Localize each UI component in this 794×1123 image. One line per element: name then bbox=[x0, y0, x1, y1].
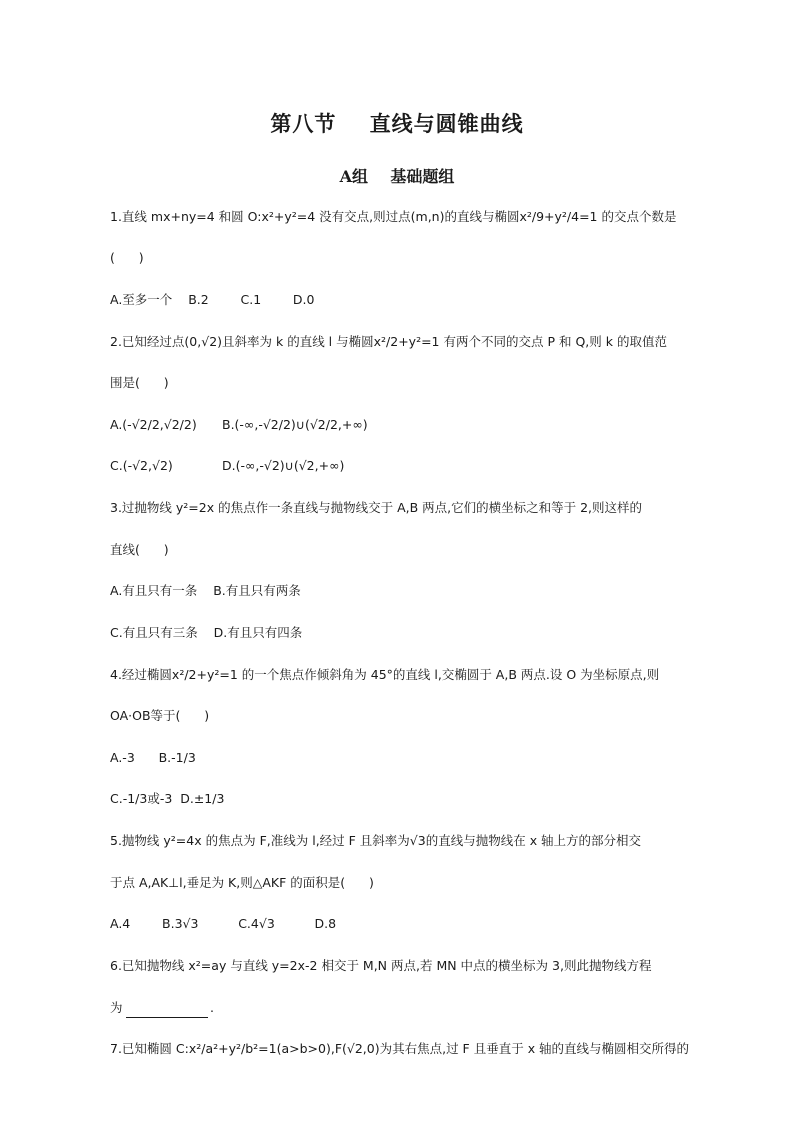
question-3-options-ab: A.有且只有一条 B.有且只有两条 bbox=[110, 583, 301, 598]
section-subtitle: A组 基础题组 bbox=[339, 167, 455, 186]
question-3-options-cd: C.有且只有三条 D.有且只有四条 bbox=[110, 625, 303, 640]
question-4-options-cd: C.-1/3或-3 D.±1/3 bbox=[110, 791, 225, 806]
question-6-period: . bbox=[210, 1000, 214, 1015]
question-5-text: 5.抛物线 y²=4x 的焦点为 F,准线为 l,经过 F 且斜率为√3的直线与抛物线在 x 轴上方的部分相交 bbox=[110, 833, 642, 848]
question-2-option-d: D.(-∞,-√2)∪(√2,+∞) bbox=[222, 458, 345, 473]
question-5-text-cont: 于点 A,AK⊥l,垂足为 K,则△AKF 的面积是( ) bbox=[110, 875, 374, 890]
question-2-option-c: C.(-√2,√2) bbox=[110, 458, 173, 473]
question-3-bracket: 直线( ) bbox=[110, 542, 169, 557]
question-3-text: 3.过抛物线 y²=2x 的焦点作一条直线与抛物线交于 A,B 两点,它们的横坐标之和等于 2,则这样的 bbox=[110, 500, 643, 515]
question-1-bracket: ( ) bbox=[110, 250, 144, 265]
question-4-bracket: OA·OB等于( ) bbox=[110, 708, 210, 723]
question-6-answer-blank bbox=[126, 1003, 208, 1018]
question-2-option-a: A.(-√2/2,√2/2) bbox=[110, 417, 197, 432]
question-4-text: 4.经过椭圆x²/2+y²=1 的一个焦点作倾斜角为 45°的直线 l,交椭圆于 A,B 两点.设 O 为坐标原点,则 bbox=[110, 667, 660, 682]
question-2-option-b: B.(-∞,-√2/2)∪(√2/2,+∞) bbox=[222, 417, 368, 432]
question-7-text: 7.已知椭圆 C:x²/a²+y²/b²=1(a>b>0),F(√2,0)为其右焦点,过 F 且垂直于 x 轴的直线与椭圆相交所得的 bbox=[110, 1041, 690, 1056]
question-4-options-ab: A.-3 B.-1/3 bbox=[110, 750, 196, 765]
question-2-text: 2.已知经过点(0,√2)且斜率为 k 的直线 l 与椭圆x²/2+y²=1 有两个不同的交点 P 和 Q,则 k 的取值范 bbox=[110, 334, 667, 349]
question-6-prefix: 为 bbox=[110, 1000, 123, 1015]
question-6-text: 6.已知抛物线 x²=ay 与直线 y=2x-2 相交于 M,N 两点,若 MN 中点的横坐标为 3,则此抛物线方程 bbox=[110, 958, 652, 973]
question-1-text: 1.直线 mx+ny=4 和圆 O:x²+y²=4 没有交点,则过点(m,n)的直线与椭圆x²/9+y²/4=1 的交点个数是 bbox=[110, 209, 677, 224]
question-2-bracket: 围是( ) bbox=[110, 375, 169, 390]
page-title: 第八节 直线与圆锥曲线 bbox=[270, 111, 524, 136]
question-5-options: A.4 B.3√3 C.4√3 D.8 bbox=[110, 916, 337, 931]
question-1-options: A.至多一个 B.2 C.1 D.0 bbox=[110, 292, 315, 307]
